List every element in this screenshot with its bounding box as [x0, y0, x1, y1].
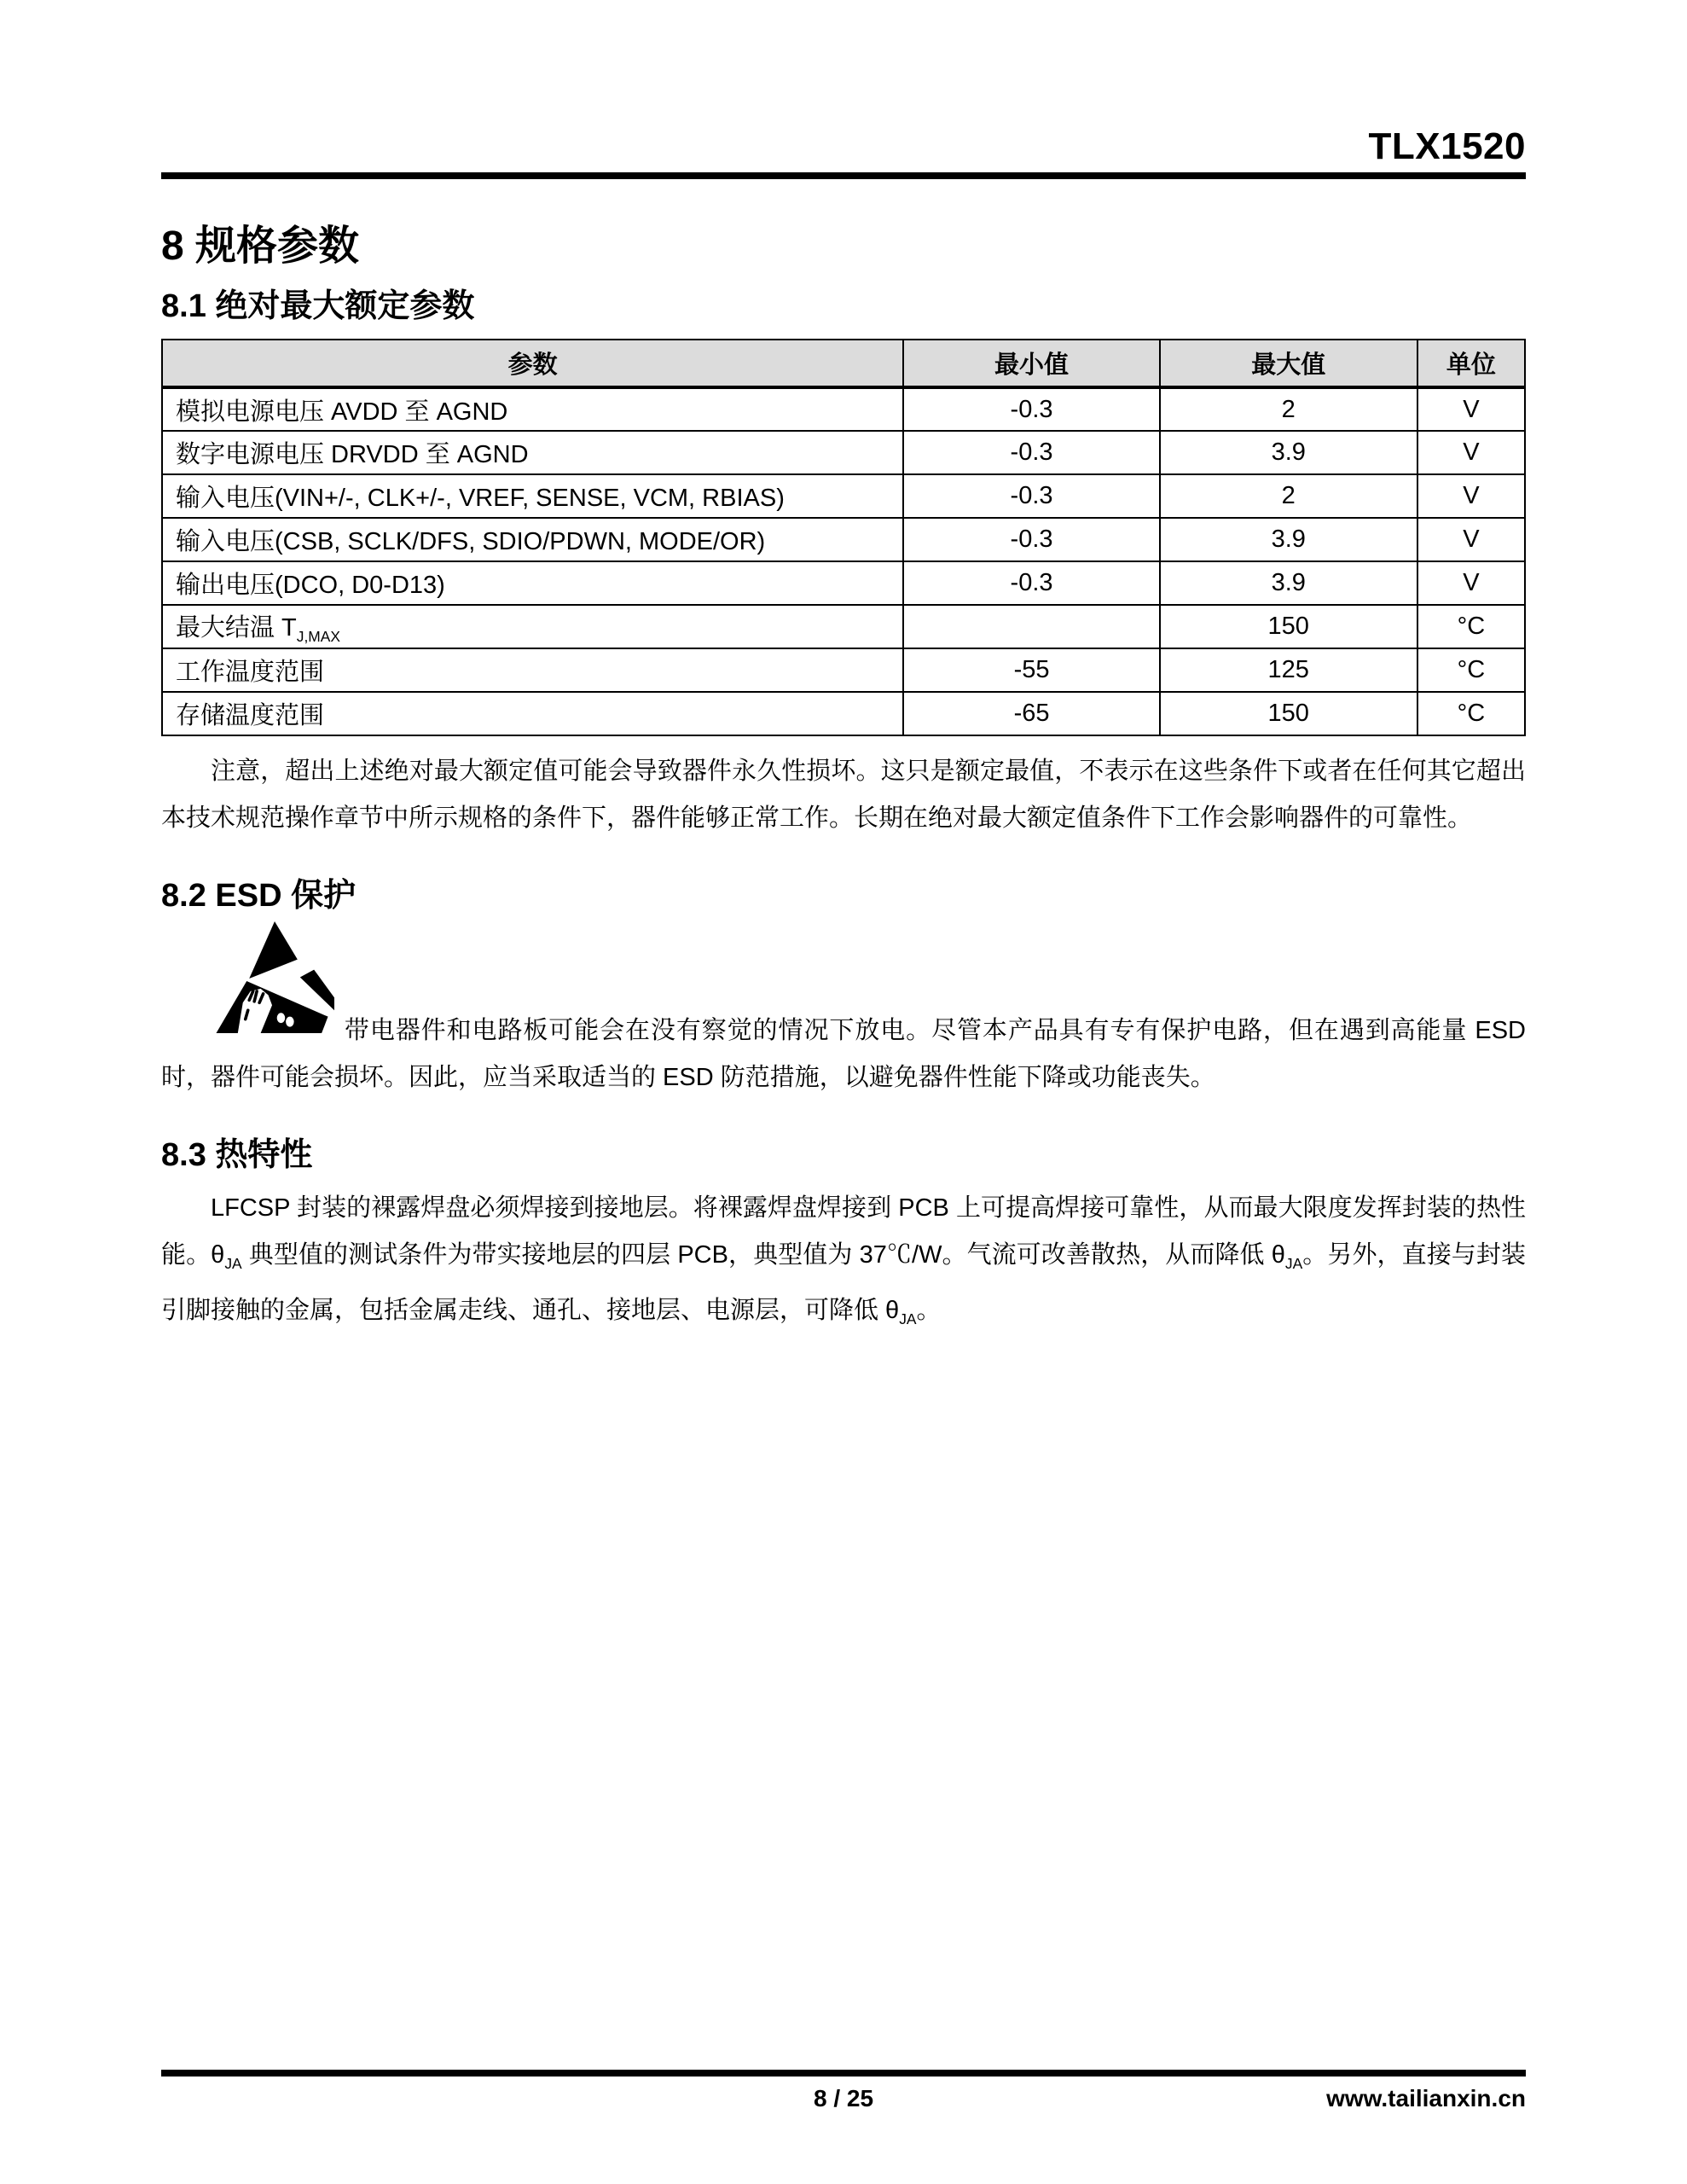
abs-max-ratings-table — [161, 339, 1526, 736]
param-subscript: J,MAX — [296, 627, 340, 645]
table-row — [162, 474, 1525, 518]
unit-cell: V — [1417, 474, 1525, 518]
param-cell — [162, 605, 903, 648]
thermal-text-4: 。 — [916, 1296, 942, 1324]
section-heading-esd: 8.2 ESD 保护 — [161, 878, 357, 915]
esd-paragraph-text: 带电器件和电路板可能会在没有察觉的情况下放电。尽管本产品具有专有保护电路，但在遇到高能量 ESD 时，器件可能会损坏。因此，应当采取适当的 ESD 防范措施，以避免器件性能下降或功能丧失。 — [161, 1017, 1527, 1092]
page-number: 8 / 25 — [813, 2085, 874, 2111]
header-rule — [161, 172, 1526, 179]
theta-ja-subscript: JA — [224, 1254, 242, 1272]
param-cell: 输入电压(VIN+/-, CLK+/-, VREF, SENSE, VCM, RBIAS) — [162, 474, 903, 518]
table-header-row — [162, 340, 1525, 387]
max-cell: 3.9 — [1160, 518, 1417, 561]
param-cell: 输出电压(DCO, D0-D13) — [162, 561, 903, 605]
max-cell: 3.9 — [1160, 561, 1417, 605]
param-cell: 数字电源电压 DRVDD 至 AGND — [162, 431, 903, 474]
param-text: 最大结温 T — [176, 613, 297, 642]
min-cell: -55 — [903, 648, 1159, 692]
max-cell: 150 — [1160, 605, 1417, 648]
website-link: www.tailianxin.cn — [1326, 2085, 1526, 2111]
thermal-text-3: 。另外，直接与封装引脚接触的金属，包括金属走线、通孔、接地层、电源层，可降低 θ — [161, 1241, 1526, 1324]
table-row — [162, 431, 1525, 474]
table-row — [162, 561, 1525, 605]
min-cell: -0.3 — [903, 561, 1159, 605]
max-cell: 2 — [1160, 474, 1417, 518]
unit-cell: °C — [1417, 648, 1525, 692]
min-cell: -65 — [903, 692, 1159, 735]
col-header-min: 最小值 — [903, 340, 1159, 387]
unit-cell: °C — [1417, 692, 1525, 735]
param-cell: 工作温度范围 — [162, 648, 903, 692]
unit-cell: °C — [1417, 605, 1525, 648]
col-header-unit: 单位 — [1417, 340, 1525, 387]
section-heading-abs-max: 8.1 绝对最大额定参数 — [161, 288, 475, 325]
min-cell — [903, 605, 1159, 648]
page-footer — [161, 2070, 1526, 2119]
unit-cell: V — [1417, 387, 1525, 431]
esd-warning-icon — [211, 919, 339, 1038]
param-cell: 模拟电源电压 AVDD 至 AGND — [162, 387, 903, 431]
document-title: TLX1520 — [1368, 125, 1526, 167]
table-row — [162, 387, 1525, 431]
section-heading-thermal: 8.3 热特性 — [161, 1137, 313, 1174]
col-header-parameter: 参数 — [162, 340, 903, 387]
thermal-paragraph — [161, 1185, 1526, 1343]
max-cell: 2 — [1160, 387, 1417, 431]
theta-ja-subscript: JA — [1284, 1254, 1303, 1272]
min-cell: -0.3 — [903, 387, 1159, 431]
min-cell: -0.3 — [903, 474, 1159, 518]
unit-cell: V — [1417, 431, 1525, 474]
table-row — [162, 605, 1525, 648]
min-cell: -0.3 — [903, 518, 1159, 561]
table-row — [162, 518, 1525, 561]
theta-ja-subscript: JA — [899, 1310, 917, 1327]
footer-rule — [161, 2070, 1526, 2077]
abs-max-note: 注意，超出上述绝对最大额定值可能会导致器件永久性损坏。这只是额定最值，不表示在这些条件下或者在任何其它超出本技术规范操作章节中所示规格的条件下，器件能够正常工作。长期在绝对最大额定值条件下工作会影响器件的可靠性。 — [161, 758, 1526, 833]
min-cell: -0.3 — [903, 431, 1159, 474]
param-cell: 存储温度范围 — [162, 692, 903, 735]
table-row — [162, 692, 1525, 735]
thermal-text-2: 典型值的测试条件为带实接地层的四层 PCB，典型值为 37℃/W。气流可改善散热，从而降低 θ — [241, 1241, 1285, 1269]
thermal-text-1: LFCSP 封装的裸露焊盘必须焊接到接地层。将裸露焊盘焊接到 PCB 上可提高焊接可靠性，从而最大限度发挥封装的热性能。θ — [161, 1194, 1526, 1269]
table-row — [162, 648, 1525, 692]
max-cell: 3.9 — [1160, 431, 1417, 474]
col-header-max: 最大值 — [1160, 340, 1417, 387]
max-cell: 150 — [1160, 692, 1417, 735]
esd-paragraph — [161, 919, 1526, 1101]
section-heading-specs: 8 规格参数 — [161, 224, 360, 269]
unit-cell: V — [1417, 561, 1525, 605]
param-cell: 输入电压(CSB, SCLK/DFS, SDIO/PDWN, MODE/OR) — [162, 518, 903, 561]
max-cell: 125 — [1160, 648, 1417, 692]
unit-cell: V — [1417, 518, 1525, 561]
